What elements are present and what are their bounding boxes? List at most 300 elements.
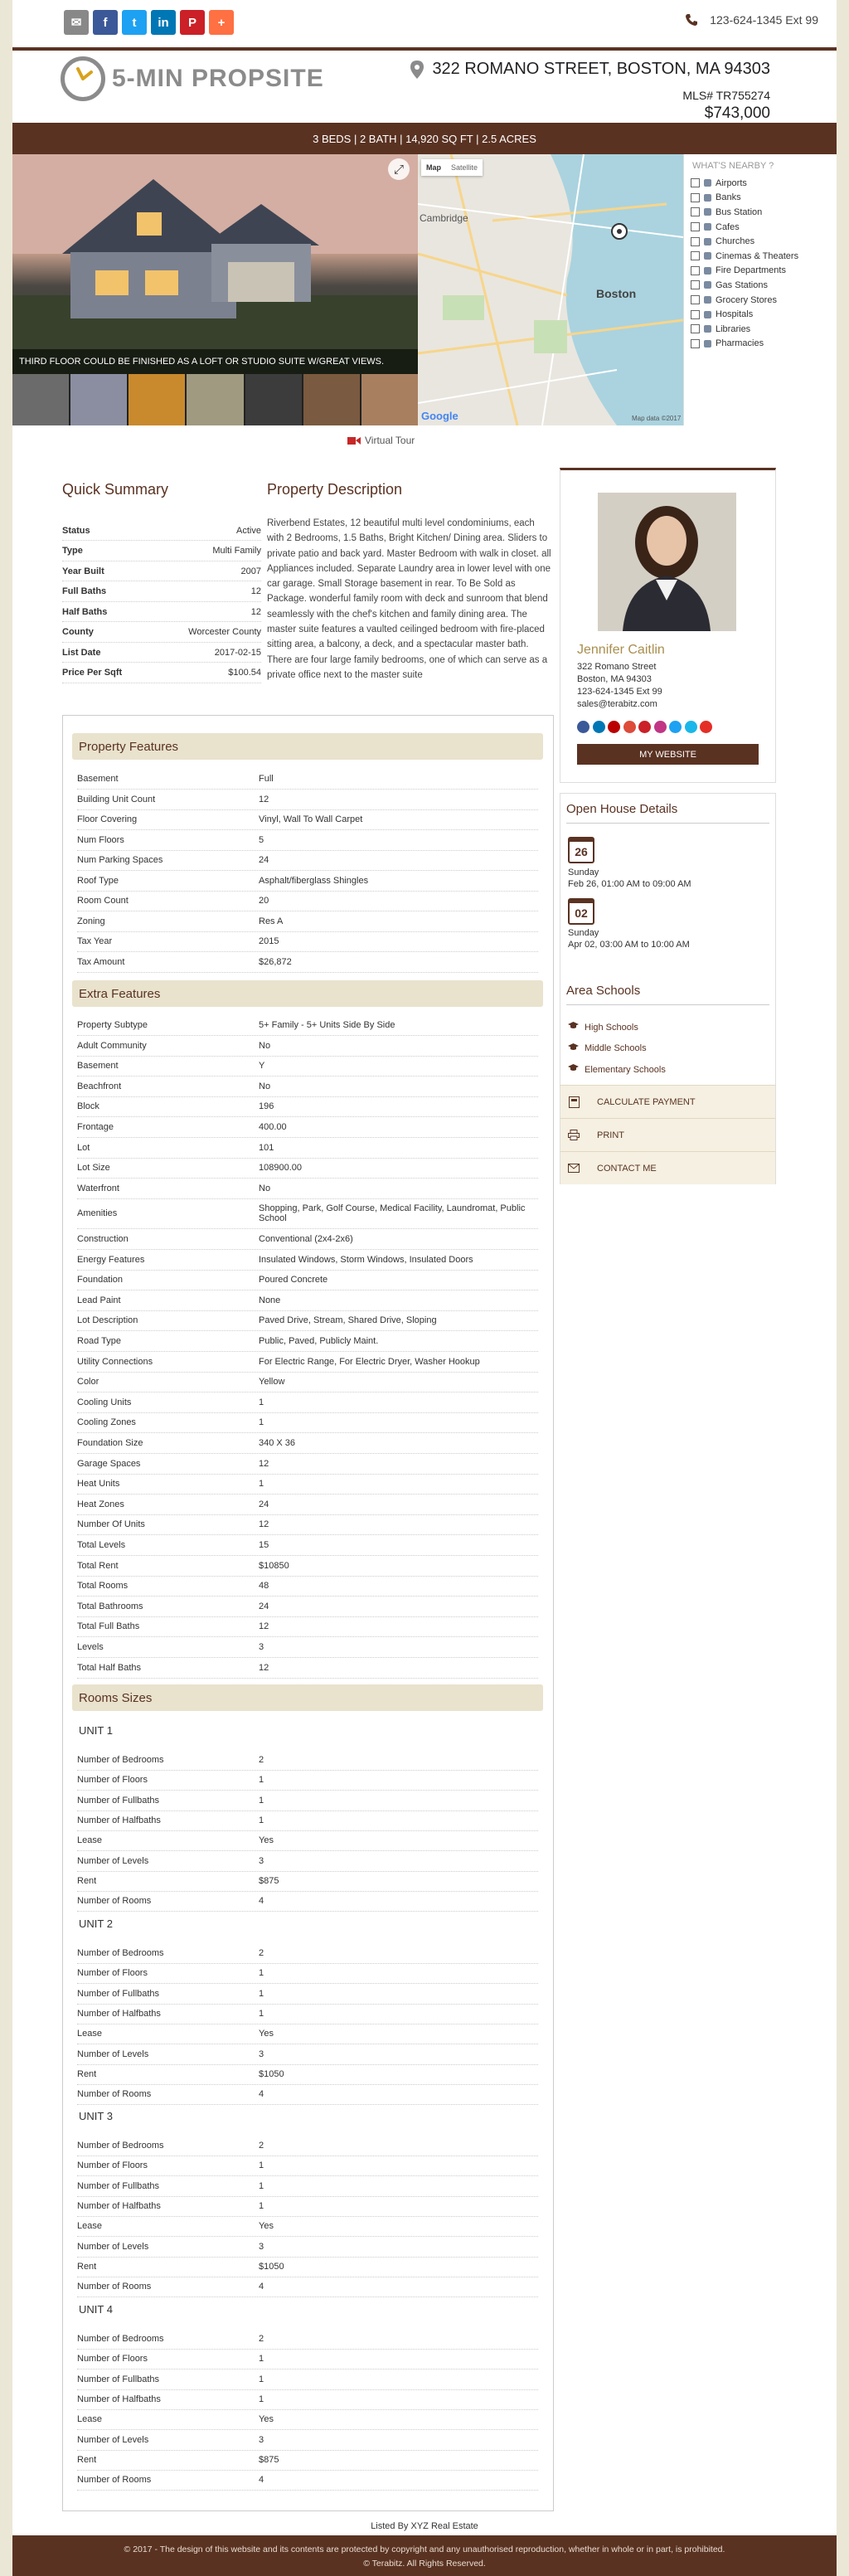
address-text: 322 ROMANO STREET, BOSTON, MA 94303 [432, 60, 770, 78]
feature-label: Total Rent [77, 1560, 119, 1571]
nearby-item-label: Fire Departments [716, 265, 786, 276]
summary-value: 2007 [240, 566, 261, 576]
feature-row [77, 769, 538, 790]
feature-label: Total Rooms [77, 1581, 129, 1592]
feature-row [77, 809, 538, 830]
open-house-event-1 [568, 867, 691, 890]
action-label: PRINT [597, 1130, 624, 1140]
summary-label: Half Baths [62, 606, 108, 617]
logo-text: 5-MIN PROPSITE [112, 65, 324, 92]
feature-value: Yes [259, 1835, 274, 1846]
linkedin-icon[interactable]: in [151, 10, 176, 35]
place-icon [704, 325, 711, 333]
feature-value: No [259, 1183, 271, 1193]
summary-value: 12 [250, 586, 261, 596]
map-label-boston: Boston [596, 287, 637, 300]
twitter-icon[interactable] [669, 721, 682, 733]
feature-value: 24 [259, 1601, 269, 1611]
feature-label: Beachfront [77, 1081, 122, 1091]
summary-row [62, 521, 261, 541]
unit-title: UNIT 4 [79, 2303, 113, 2316]
feature-value: 1 [259, 1417, 264, 1428]
feature-label: Number of Floors [77, 1775, 148, 1786]
feature-value: 24 [259, 1499, 269, 1509]
place-icon [704, 194, 711, 202]
feature-row [77, 891, 538, 911]
gallery-thumbnail[interactable] [70, 374, 127, 425]
unit-title: UNIT 2 [79, 1917, 113, 1930]
feature-row [77, 1392, 538, 1413]
feature-value: 101 [259, 1142, 274, 1153]
summary-label: Full Baths [62, 586, 107, 596]
house-image [12, 154, 418, 374]
feature-label: Number of Fullbaths [77, 1795, 160, 1806]
feature-value: 5 [259, 834, 264, 845]
nearby-item[interactable] [684, 220, 818, 235]
school-link[interactable] [568, 1022, 638, 1033]
feature-label: Number of Halfbaths [77, 1815, 161, 1825]
feature-value: Full [259, 774, 274, 784]
feature-value: 4 [259, 2089, 264, 2100]
feature-value: Shopping, Park, Golf Course, Medical Facility, Laundromat, Public School [259, 1203, 526, 1224]
feature-value: 1 [259, 1795, 264, 1806]
feature-label: Number of Rooms [77, 1896, 152, 1907]
email-icon[interactable]: ✉ [64, 10, 89, 35]
feature-value: 1 [259, 2200, 264, 2211]
property-features-header: Property Features [72, 733, 543, 760]
summary-row [62, 623, 261, 643]
school-link[interactable] [568, 1043, 647, 1054]
feature-label: Number of Floors [77, 2160, 148, 2171]
calendar-icon: 26 [568, 837, 594, 863]
checkbox[interactable] [691, 193, 700, 202]
agent-street: 322 Romano Street [577, 662, 657, 672]
gallery-thumbnail[interactable] [12, 374, 69, 425]
map-tab-map[interactable]: Map [426, 163, 441, 172]
room-row [77, 2044, 538, 2065]
feature-label: Total Levels [77, 1540, 126, 1550]
school-link[interactable] [568, 1064, 666, 1075]
feature-row [77, 1495, 538, 1515]
feature-value: 340 X 36 [259, 1438, 296, 1448]
room-row [77, 2176, 538, 2197]
place-icon [704, 281, 711, 289]
room-row [77, 2450, 538, 2471]
nearby-item-label: Libraries [716, 323, 751, 334]
checkbox[interactable] [691, 237, 700, 246]
nearby-item[interactable] [684, 293, 818, 308]
nearby-item[interactable] [684, 191, 818, 206]
room-row [77, 2084, 538, 2105]
main-photo[interactable] [12, 154, 418, 374]
place-icon [704, 340, 711, 348]
checkbox[interactable] [691, 339, 700, 348]
checkbox[interactable] [691, 295, 700, 304]
feature-value: 1 [259, 2394, 264, 2404]
unit-title: UNIT 1 [79, 1724, 113, 1737]
event-weekday: Sunday [568, 928, 599, 938]
feature-label: Number of Floors [77, 2354, 148, 2365]
agent-name[interactable]: Jennifer Caitlin [577, 643, 665, 657]
feature-label: Number of Rooms [77, 2282, 152, 2292]
feature-value: $10850 [259, 1560, 289, 1571]
feature-value: $875 [259, 1875, 279, 1886]
google-logo: Google [421, 410, 458, 422]
feature-value: Insulated Windows, Storm Windows, Insulated Doors [259, 1254, 473, 1265]
footer-rights: © Terabitz. All Rights Reserved. [363, 2559, 486, 2569]
feature-label: Foundation Size [77, 1438, 143, 1448]
place-icon [704, 252, 711, 260]
nearby-item[interactable] [684, 322, 818, 337]
summary-row [62, 561, 261, 581]
youtube-red-icon[interactable] [700, 721, 712, 733]
room-row [77, 2349, 538, 2369]
page [12, 0, 837, 2576]
feature-label: Num Floors [77, 834, 124, 845]
feature-row [77, 1331, 538, 1352]
feature-value: 12 [259, 794, 269, 804]
checkbox[interactable] [691, 310, 700, 319]
place-icon [704, 179, 711, 187]
nearby-item-label: Gas Stations [716, 279, 768, 290]
agent-email[interactable]: sales@terabitz.com [577, 699, 657, 709]
calculate-payment-button[interactable] [560, 1085, 775, 1118]
location-pin-icon [410, 61, 424, 79]
feature-label: Lot Description [77, 1315, 138, 1326]
checkbox[interactable] [691, 207, 700, 216]
rooms-sizes-header: Rooms Sizes [72, 1684, 543, 1711]
open-house-title: Open House Details [566, 802, 678, 816]
checkbox[interactable] [691, 280, 700, 289]
fullscreen-icon[interactable]: ⤢ [388, 158, 410, 180]
facebook-icon[interactable]: f [93, 10, 118, 35]
feature-value: 1 [259, 1479, 264, 1490]
feature-label: Number of Halfbaths [77, 2200, 161, 2211]
room-row [77, 2237, 538, 2258]
feature-value: 196 [259, 1101, 274, 1112]
room-row [77, 2064, 538, 2085]
youtube-icon[interactable] [608, 721, 620, 733]
feature-label: Lease [77, 1835, 102, 1846]
feature-label: Tax Year [77, 936, 113, 946]
extra-features-header: Extra Features [72, 980, 543, 1007]
nearby-item-label: Grocery Stores [716, 294, 777, 305]
feature-value: 4 [259, 2282, 264, 2292]
feature-value: Asphalt/fiberglass Shingles [259, 875, 369, 886]
room-row [77, 1791, 538, 1811]
feature-value: Yes [259, 2414, 274, 2425]
feature-value: 1 [259, 2008, 264, 2019]
feature-value: Y [259, 1061, 265, 1072]
feature-row [77, 1250, 538, 1271]
clock-logo-icon [61, 56, 105, 101]
googleplus-icon[interactable] [623, 721, 636, 733]
phone-icon [685, 13, 698, 27]
summary-label: Price Per Sqft [62, 668, 123, 678]
summary-label: County [62, 627, 94, 637]
feature-label: Rent [77, 2454, 97, 2465]
virtual-tour-link[interactable] [347, 435, 415, 446]
feature-value: 48 [259, 1581, 269, 1592]
virtual-tour-label[interactable]: Virtual Tour [365, 435, 415, 446]
my-website-button[interactable]: MY WEBSITE [577, 744, 759, 765]
twitter-icon[interactable]: t [122, 10, 147, 35]
feature-value: 1 [259, 1397, 264, 1407]
feature-label: Heat Zones [77, 1499, 124, 1509]
feature-value: 24 [259, 855, 269, 865]
contact-me-button[interactable] [560, 1151, 775, 1184]
feature-label: Heat Units [77, 1479, 120, 1490]
gallery-thumbnail[interactable] [303, 374, 360, 425]
feature-row [77, 1096, 538, 1117]
nearby-item[interactable] [684, 176, 818, 191]
feature-value: 3 [259, 2241, 264, 2252]
room-row [77, 2024, 538, 2044]
feature-row [77, 1454, 538, 1475]
summary-value: $100.54 [228, 668, 261, 678]
feature-label: Cooling Zones [77, 1417, 136, 1428]
feature-value: 1 [259, 2180, 264, 2191]
property-specs: 3 BEDS | 2 BATH | 14,920 SQ FT | 2.5 ACRES [313, 132, 536, 145]
pinterest-icon[interactable] [638, 721, 651, 733]
place-icon [704, 267, 711, 275]
feature-label: Floor Covering [77, 814, 138, 824]
nearby-list [684, 176, 818, 351]
room-row [77, 1943, 538, 1964]
feature-value: 15 [259, 1540, 269, 1550]
school-label: Middle Schools [585, 1043, 647, 1053]
feature-row [77, 1077, 538, 1097]
feature-value: Poured Concrete [259, 1275, 328, 1286]
room-row [77, 2004, 538, 2024]
feature-label: Lease [77, 2221, 102, 2232]
checkbox[interactable] [691, 222, 700, 231]
event-time: Feb 26, 01:00 AM to 09:00 AM [568, 879, 691, 889]
agent-photo [598, 493, 736, 631]
feature-label: Basement [77, 774, 119, 784]
feature-value: 1 [259, 1775, 264, 1786]
room-row [77, 1810, 538, 1831]
plus-icon[interactable]: + [209, 10, 234, 35]
room-row [77, 1984, 538, 2005]
checkbox[interactable] [691, 324, 700, 333]
gallery-thumbnail[interactable] [129, 374, 185, 425]
feature-value: 2 [259, 2334, 264, 2344]
feature-value: 1 [259, 2354, 264, 2365]
nearby-item[interactable] [684, 264, 818, 279]
facebook-icon[interactable] [577, 721, 589, 733]
instagram-icon[interactable] [654, 721, 667, 733]
gallery-thumbnail[interactable] [187, 374, 243, 425]
feature-row [77, 952, 538, 973]
feature-label: Total Bathrooms [77, 1601, 143, 1611]
room-row [77, 2430, 538, 2451]
room-row [77, 2409, 538, 2430]
feature-label: Number of Floors [77, 1968, 148, 1979]
property-specs-bar [12, 123, 837, 154]
feature-value: 2 [259, 1755, 264, 1765]
listing-price: $743,000 [704, 104, 770, 122]
feature-value: 12 [259, 1662, 269, 1673]
school-label: High Schools [585, 1022, 638, 1033]
map[interactable] [418, 154, 683, 425]
feature-value: 2 [259, 1948, 264, 1958]
place-icon [704, 311, 711, 318]
room-row [77, 2196, 538, 2217]
feature-row [77, 1290, 538, 1311]
nearby-item[interactable] [684, 307, 818, 322]
agent-phone[interactable]: 123-624-1345 Ext 99 [577, 687, 662, 697]
feature-label: Energy Features [77, 1254, 145, 1265]
linkedin-icon[interactable] [593, 721, 605, 733]
summary-row [62, 643, 261, 663]
feature-value: $875 [259, 2454, 279, 2465]
feature-label: Levels [77, 1642, 104, 1652]
feature-label: Lease [77, 2029, 102, 2039]
feature-label: Waterfront [77, 1183, 119, 1193]
feature-row [77, 850, 538, 871]
nearby-item[interactable] [684, 249, 818, 264]
whats-nearby-panel [683, 154, 818, 425]
room-row [77, 2156, 538, 2176]
checkbox[interactable] [691, 178, 700, 187]
gallery-thumbnail[interactable] [361, 374, 418, 425]
nearby-item[interactable] [684, 337, 818, 352]
checkbox[interactable] [691, 251, 700, 260]
feature-row [77, 1576, 538, 1597]
summary-label: Status [62, 525, 90, 536]
feature-value: Yes [259, 2221, 274, 2232]
gallery-thumbnail[interactable] [245, 374, 302, 425]
feature-value: 12 [259, 1621, 269, 1632]
feature-label: Number of Fullbaths [77, 2374, 160, 2384]
feature-row [77, 1138, 538, 1159]
feature-label: Lease [77, 2414, 102, 2425]
feature-row [77, 790, 538, 810]
feature-label: Building Unit Count [77, 794, 156, 804]
feature-label: Lead Paint [77, 1295, 121, 1305]
room-row [77, 2329, 538, 2350]
graduation-cap-icon [568, 1022, 579, 1033]
top-phone-number[interactable]: 123-624-1345 Ext 99 [710, 13, 818, 27]
summary-label: List Date [62, 647, 101, 658]
feature-value: 1 [259, 1988, 264, 1999]
map-tab-satellite[interactable]: Satellite [451, 163, 478, 172]
feature-label: Garage Spaces [77, 1458, 141, 1469]
feature-row [77, 1658, 538, 1679]
feature-row [77, 1433, 538, 1454]
feature-row [77, 1015, 538, 1036]
area-schools-title: Area Schools [566, 984, 641, 998]
feature-label: Foundation [77, 1275, 124, 1286]
site-logo[interactable] [61, 56, 324, 101]
room-row [77, 1851, 538, 1872]
feature-value: Vinyl, Wall To Wall Carpet [259, 814, 363, 824]
feature-label: Number of Bedrooms [77, 1755, 164, 1765]
feature-label: Zoning [77, 916, 105, 926]
feature-value: None [259, 1295, 281, 1305]
event-time: Apr 02, 03:00 AM to 10:00 AM [568, 940, 690, 950]
feature-label: Number of Fullbaths [77, 2180, 160, 2191]
summary-value: 12 [250, 606, 261, 617]
feature-value: 1 [259, 1815, 264, 1825]
feature-label: Number of Levels [77, 1855, 149, 1866]
room-row [77, 2470, 538, 2491]
nearby-item-label: Banks [716, 192, 741, 203]
pinterest-icon[interactable]: P [180, 10, 205, 35]
top-phone[interactable] [685, 13, 818, 27]
feature-label: Number of Rooms [77, 2089, 152, 2100]
room-row [77, 1750, 538, 1771]
feature-row [77, 1179, 538, 1199]
map-label-cambridge: Cambridge [420, 212, 468, 224]
video-camera-icon [347, 436, 361, 445]
summary-row [62, 582, 261, 602]
print-icon [567, 1130, 580, 1141]
feature-row [77, 1474, 538, 1495]
room-row [77, 2136, 538, 2156]
feature-label: Total Full Baths [77, 1621, 140, 1632]
feature-value: 12 [259, 1519, 269, 1530]
room-row [77, 1871, 538, 1892]
checkbox[interactable] [691, 266, 700, 275]
feature-row [77, 1352, 538, 1373]
feature-label: Property Subtype [77, 1020, 148, 1030]
room-row [77, 2389, 538, 2410]
summary-label: Type [62, 546, 83, 556]
print-button[interactable] [560, 1118, 775, 1151]
action-label: CALCULATE PAYMENT [597, 1096, 696, 1107]
summary-value: Active [236, 525, 261, 536]
agent-portrait [598, 493, 736, 631]
event-weekday: Sunday [568, 868, 599, 877]
feature-value: 3 [259, 2434, 264, 2445]
room-row [77, 1770, 538, 1791]
feature-value: 12 [259, 1458, 269, 1469]
vimeo-icon[interactable] [685, 721, 697, 733]
feature-row [77, 1056, 538, 1077]
nearby-item[interactable] [684, 234, 818, 249]
feature-label: Rent [77, 2261, 97, 2272]
feature-label: Number Of Units [77, 1519, 145, 1530]
feature-row [77, 1270, 538, 1290]
summary-row [62, 542, 261, 561]
feature-row [77, 1597, 538, 1617]
place-icon [704, 296, 711, 304]
graduation-cap-icon [568, 1064, 579, 1075]
envelope-icon [567, 1163, 580, 1174]
feature-value: Paved Drive, Stream, Shared Drive, Sloping [259, 1315, 437, 1326]
nearby-item-label: Hospitals [716, 309, 754, 320]
open-house-divider [566, 823, 769, 824]
feature-value: $1050 [259, 2261, 284, 2272]
room-row [77, 2369, 538, 2390]
feature-label: Room Count [77, 896, 129, 906]
feature-value: $1050 [259, 2068, 284, 2079]
feature-label: Rent [77, 1875, 97, 1886]
nearby-item[interactable] [684, 278, 818, 293]
feature-value: 2 [259, 2141, 264, 2151]
room-row [77, 2216, 538, 2237]
nearby-item[interactable] [684, 205, 818, 220]
feature-label: Number of Halfbaths [77, 2008, 161, 2019]
feature-label: Number of Bedrooms [77, 1948, 164, 1958]
feature-label: Number of Rooms [77, 2475, 152, 2486]
feature-label: Tax Amount [77, 956, 125, 967]
quick-summary-title: Quick Summary [62, 481, 169, 498]
feature-label: Basement [77, 1061, 119, 1072]
feature-value: Yes [259, 2029, 274, 2039]
